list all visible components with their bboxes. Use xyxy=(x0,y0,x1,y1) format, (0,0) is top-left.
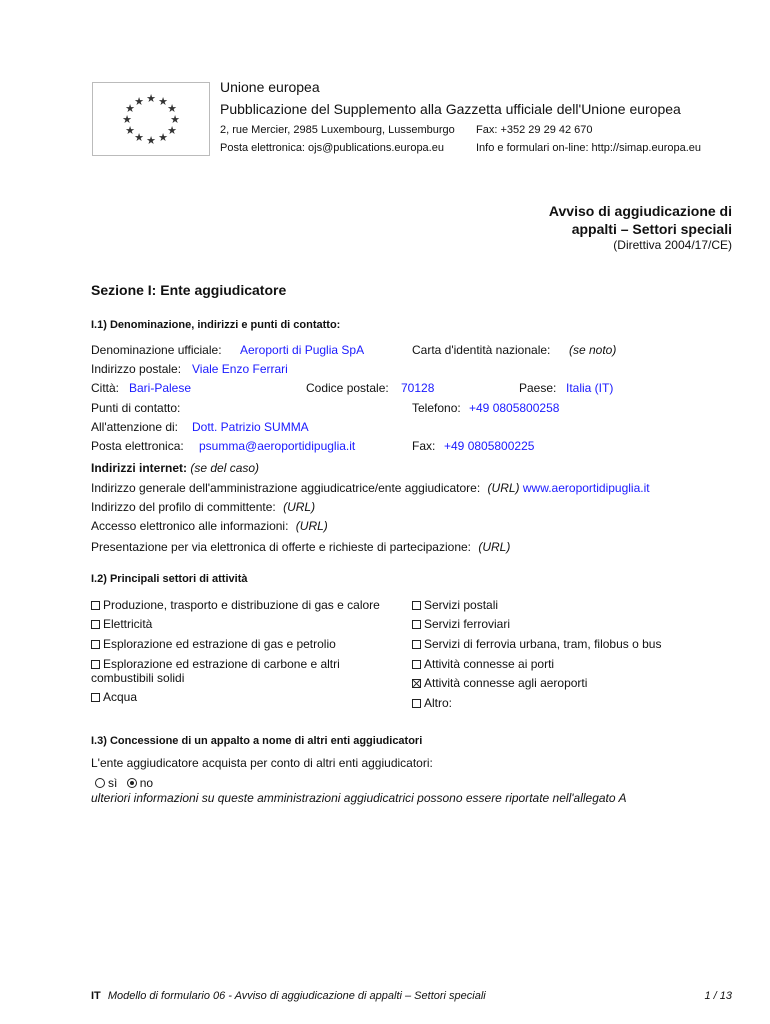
checkbox-icon[interactable] xyxy=(412,601,421,610)
svg-text:★: ★ xyxy=(167,102,177,115)
further-info-note: ulteriori informazioni su queste amministrazioni aggiudicatrici possono essere riportate nell'allegato A xyxy=(91,791,627,805)
activity-coal-cont: combustibili solidi xyxy=(91,671,185,685)
country-label: Paese: xyxy=(519,381,557,395)
radio-no[interactable]: no xyxy=(127,776,153,790)
internet-addresses-note: (se del caso) xyxy=(190,461,260,475)
activity-other[interactable]: Altro: xyxy=(412,696,452,710)
postal-code-value: 70128 xyxy=(401,381,435,395)
checkbox-icon[interactable] xyxy=(412,640,421,649)
checkbox-icon[interactable] xyxy=(91,640,100,649)
phone-label: Telefono: xyxy=(412,401,461,415)
electronic-submission-url-tag: (URL) xyxy=(478,540,511,554)
office-fax: Fax: +352 29 29 42 670 xyxy=(476,124,593,136)
email-value[interactable]: psumma@aeroportidipuglia.it xyxy=(199,439,356,453)
publication-title: Pubblicazione del Supplemento alla Gazzetta ufficiale dell'Unione europea xyxy=(220,101,681,117)
id-card-value: (se noto) xyxy=(569,343,617,357)
attention-value: Dott. Patrizio SUMMA xyxy=(192,420,309,434)
attention-label: All'attenzione di: xyxy=(91,420,179,434)
svg-text:★: ★ xyxy=(122,113,132,126)
general-address-value[interactable]: www.aeroportidipuglia.it xyxy=(522,481,650,495)
electronic-access-url-tag: (URL) xyxy=(295,519,328,533)
denomination-value: Aeroporti di Puglia SpA xyxy=(240,343,365,357)
notice-title-line2: appalti – Settori speciali xyxy=(571,221,732,237)
country-value: Italia (IT) xyxy=(566,381,614,395)
checkbox-icon[interactable] xyxy=(412,620,421,629)
subsection-i1-title: I.1) Denominazione, indirizzi e punti di contatto: xyxy=(91,319,341,331)
checkbox-icon[interactable] xyxy=(91,601,100,610)
radio-icon[interactable] xyxy=(95,778,105,788)
svg-text:★: ★ xyxy=(170,113,180,126)
buyer-profile-url-tag: (URL) xyxy=(283,500,316,514)
svg-text:★: ★ xyxy=(125,124,135,137)
postal-address-label: Indirizzo postale: xyxy=(91,362,182,376)
general-address-label: Indirizzo generale dell'amministrazione aggiudicatrice/ente aggiudicatore: xyxy=(91,481,481,495)
postal-code-label: Codice postale: xyxy=(306,381,389,395)
activity-electricity[interactable]: Elettricità xyxy=(91,617,152,631)
radio-selected-icon[interactable] xyxy=(127,778,137,788)
svg-text:★: ★ xyxy=(134,131,144,144)
svg-text:★: ★ xyxy=(125,102,135,115)
activity-airports[interactable]: Attività connesse agli aeroporti xyxy=(412,676,587,690)
postal-address-value: Viale Enzo Ferrari xyxy=(192,362,288,376)
general-address-url-tag: (URL) xyxy=(487,481,520,495)
checkbox-icon[interactable] xyxy=(412,660,421,669)
svg-text:★: ★ xyxy=(158,95,168,108)
activity-gas-oil[interactable]: Esplorazione ed estrazione di gas e petrolio xyxy=(91,637,336,651)
checkbox-icon[interactable] xyxy=(91,693,100,702)
phone-value: +49 0805800258 xyxy=(469,401,560,415)
activity-coal[interactable]: Esplorazione ed estrazione di carbone e altri xyxy=(91,657,340,671)
fax-value: +49 0805800225 xyxy=(444,439,535,453)
notice-title-line1: Avviso di aggiudicazione di xyxy=(548,203,732,219)
section-title: Sezione I: Ente aggiudicatore xyxy=(91,282,287,298)
svg-text:★: ★ xyxy=(146,134,156,147)
org-name: Unione europea xyxy=(220,79,320,95)
checkbox-icon[interactable] xyxy=(91,660,100,669)
radio-yes[interactable]: sì xyxy=(95,776,117,790)
activity-ports[interactable]: Attività connesse ai porti xyxy=(412,657,554,671)
office-address: 2, rue Mercier, 2985 Luxembourg, Lussemburgo xyxy=(220,124,455,136)
electronic-access-label: Accesso elettronico alle informazioni: xyxy=(91,519,289,533)
subsection-i2-title: I.2) Principali settori di attività xyxy=(91,573,248,585)
internet-addresses-label: Indirizzi internet: xyxy=(91,461,187,475)
checkbox-icon[interactable] xyxy=(91,620,100,629)
subsection-i3-title: I.3) Concessione di un appalto a nome di altri enti aggiudicatori xyxy=(91,735,423,747)
office-info: Info e formulari on-line: http://simap.europa.eu xyxy=(476,142,702,154)
contact-points-label: Punti di contatto: xyxy=(91,401,181,415)
checkbox-icon[interactable] xyxy=(412,699,421,708)
electronic-submission-label: Presentazione per via elettronica di offerte e richieste di partecipazione: xyxy=(91,540,471,554)
footer-page: 1 / 13 xyxy=(704,990,732,1002)
svg-text:★: ★ xyxy=(134,95,144,108)
activity-urban-transport[interactable]: Servizi di ferrovia urbana, tram, filobus o bus xyxy=(412,637,661,651)
activity-gas-heat[interactable]: Produzione, trasporto e distribuzione di gas e calore xyxy=(91,598,380,612)
denomination-label: Denominazione ufficiale: xyxy=(91,343,222,357)
svg-text:★: ★ xyxy=(158,131,168,144)
activity-postal[interactable]: Servizi postali xyxy=(412,598,498,612)
activity-water[interactable]: Acqua xyxy=(91,690,137,704)
notice-directive: (Direttiva 2004/17/CE) xyxy=(613,238,732,252)
email-label: Posta elettronica: xyxy=(91,439,184,453)
on-behalf-question: L'ente aggiudicatore acquista per conto di altri enti aggiudicatori: xyxy=(91,756,433,770)
svg-text:★: ★ xyxy=(146,92,156,105)
buyer-profile-label: Indirizzo del profilo di committente: xyxy=(91,500,276,514)
city-label: Città: xyxy=(91,381,120,395)
id-card-label: Carta d'identità nazionale: xyxy=(412,343,551,357)
office-email: Posta elettronica: ojs@publications.europa.eu xyxy=(220,142,444,154)
svg-text:★: ★ xyxy=(167,124,177,137)
footer-lang: IT xyxy=(91,990,101,1002)
city-value: Bari-Palese xyxy=(129,381,192,395)
eu-logo xyxy=(92,82,210,156)
footer-form: Modello di formulario 06 - Avviso di aggiudicazione di appalti – Settori speciali xyxy=(107,990,486,1002)
checked-checkbox-icon[interactable] xyxy=(412,679,421,688)
eu-stars-icon xyxy=(93,83,209,155)
activity-railway[interactable]: Servizi ferroviari xyxy=(412,617,510,631)
fax-label: Fax: xyxy=(412,439,436,453)
